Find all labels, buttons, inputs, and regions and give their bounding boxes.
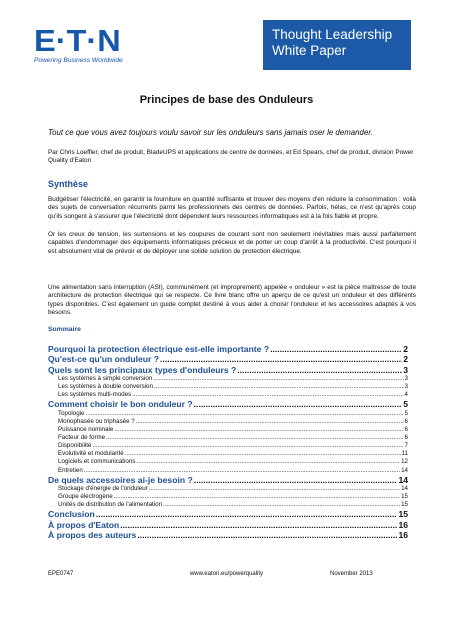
document-type-badge [263,20,411,70]
toc-entry-page: 16 [398,519,408,530]
toc-entry-page: 14 [398,474,408,485]
logo-wordmark: E·T·N [34,23,121,58]
toc-subsection-entry[interactable] [48,391,408,399]
toc-entry-label: Qu'est-ce qu'un onduleur ? [48,354,160,365]
toc-entry-label: Quels sont les principaux types d'onduleurs ? [48,364,237,375]
toc-subsection-entry[interactable] [48,418,408,426]
toc-leader-dots [136,418,404,426]
toc-entry-page: 16 [398,530,408,541]
toc-entry-label: Unités de distribution de l'alimentation [58,501,163,509]
toc-entry-page: 6 [404,434,408,442]
toc-entry-page: 3 [403,364,408,375]
toc-entry-page: 6 [404,426,408,434]
toc-entry-page: 3 [404,375,408,383]
toc-subsection-entry[interactable] [48,383,408,391]
toc-section-entry[interactable] [48,399,408,409]
toc-entry-label: De quels accessoires ai-je besoin ? [48,474,193,485]
toc-entry-page: 7 [404,442,408,450]
footer-url[interactable]: www.eaton.eu/powerquality [189,571,264,577]
toc-leader-dots [136,458,400,466]
toc-subsection-entry[interactable] [48,485,408,493]
toc-subsection-entry[interactable] [48,410,408,418]
toc-subsection-entry[interactable] [48,442,408,450]
authors-text: Par Chris Loeffler, chef de produit, BladeUPS et applications de centre de données, et Ed Spears, chef de produit, division Power Quality d'Eaton [48,149,414,165]
toc-entry-label: Topologie [58,409,85,417]
toc-entry-page: 6 [404,417,408,425]
toc-entry-page: 11 [401,450,408,458]
toc-entry-label: À propos des auteurs [48,530,137,541]
toc-leader-dots [149,485,400,493]
toc-entry-label: Groupe électrogène [58,493,113,501]
toc-leader-dots [163,501,400,509]
synthese-heading: Synthèse [48,179,89,189]
badge-line-2: White Paper [272,43,347,58]
toc-leader-dots [154,383,404,391]
toc-subsection-entry[interactable] [48,450,408,458]
footer-date: November 2013 [330,571,373,577]
toc-entry-label: Logiciels et communications [58,458,136,466]
toc-entry-page: 5 [403,399,408,410]
toc-leader-dots [153,375,403,383]
toc-section-entry[interactable] [48,365,408,375]
toc-leader-dots [160,354,402,364]
toc-entry-page: 2 [403,354,408,365]
toc-leader-dots [114,493,400,501]
toc-entry-page: 3 [404,383,408,391]
toc-subsection-entry[interactable] [48,426,408,434]
synthese-paragraph-1: Budgétiser l'électricité, en garantir la fourniture en quantité suffisante et trouver des moyens d'en réduire la consommation : voilà des sujets de conversation récurrents parmi les professionnels des centres de données. Parfois, hélas, ce n'est qu'après coup qu'ils songent à s'assurer que l'électricité dont dépendent leurs ressources informatiques est à la fois fiable et propre. [48,196,416,220]
toc-leader-dots [86,410,404,418]
toc-leader-dots [194,399,403,409]
toc-entry-page: 15 [401,501,408,509]
toc-entry-label: Les systèmes à simple conversion [58,375,153,383]
toc-entry-page: 14 [401,484,408,492]
toc-subsection-entry[interactable] [48,375,408,383]
toc-leader-dots [132,391,403,399]
synthese-paragraph-3: Une alimentation sans interruption (ASI), communément (et improprement) appelée « onduleur » est la pièce maîtresse de toute architecture de protection électrique qui se respecte. Ce livre blanc offre un aperçu de ce qu'est un onduleur et des différents types disponibles. C'est également un guide complet destiné à vous aider à choisir l'onduleur et les accessoires adaptés à vos besoins. [48,284,416,316]
toc-entry-label: Les systèmes à double conversion [58,383,153,391]
toc-entry-page: 4 [404,391,408,399]
toc-entry-page: 2 [403,344,408,354]
sommaire-heading: Sommaire [48,326,81,333]
toc-subsection-entry[interactable] [48,458,408,466]
toc-entry-label: Évolutivité et modularité [58,450,124,458]
badge-line-1: Thought Leadership [272,27,393,42]
toc-leader-dots [137,530,397,540]
toc-section-entry[interactable] [48,354,408,364]
toc-entry-page: 14 [401,466,408,474]
toc-leader-dots [106,434,403,442]
toc-section-entry[interactable] [48,475,408,485]
toc-leader-dots [125,450,401,458]
toc-entry-label: Conclusion [48,509,95,520]
toc-entry-label: Les systèmes multi-modes [58,391,132,399]
toc-entry-label: À propos d'Eaton [48,519,120,530]
toc-leader-dots [194,475,398,485]
toc-entry-label: Comment choisir le bon onduleur ? [48,399,193,410]
toc-subsection-entry[interactable] [48,434,408,442]
toc-section-entry[interactable] [48,530,408,540]
toc-entry-label: Entretien [58,466,83,474]
toc-entry-page: 15 [398,509,408,520]
table-of-contents [48,344,408,540]
toc-leader-dots [270,344,402,354]
toc-subsection-entry[interactable] [48,501,408,509]
toc-leader-dots [114,426,403,434]
toc-section-entry[interactable] [48,509,408,519]
toc-section-entry[interactable] [48,520,408,530]
toc-entry-label: Pourquoi la protection électrique est-elle importante ? [48,344,270,354]
footer-document-code: EPE0747 [48,571,74,577]
toc-section-entry[interactable] [48,344,408,354]
toc-entry-label: Monophasée ou triphasée ? [58,417,135,425]
toc-leader-dots [237,365,402,375]
toc-entry-page: 15 [401,493,408,501]
toc-leader-dots [92,442,403,450]
toc-entry-label: Facteur de forme [58,434,106,442]
eaton-logo [34,23,144,64]
toc-entry-page: 5 [404,409,408,417]
toc-entry-label: Stockage d'énergie de l'onduleur [58,484,148,492]
toc-subsection-entry[interactable] [48,493,408,501]
toc-subsection-entry[interactable] [48,467,408,475]
toc-leader-dots [84,467,400,475]
toc-leader-dots [120,520,397,530]
logo-tagline: Powering Business Worldwide [34,57,123,64]
intro-text: Tout ce que vous avez toujours voulu savoir sur les onduleurs sans jamais oser le demander. [48,128,373,137]
synthese-paragraph-2: Or les creux de tension, les surtensions et les coupures de courant sont non seulement inévitables mais aussi parfaitement capables d'endommager des équipements informatiques précieux et de porter un coup d'arrêt à la productivité. C'est pourquoi il est absolument vital de prévoir et de déployer une solide solution de protection électrique. [48,231,416,255]
toc-entry-label: Disponibilité [58,442,92,450]
toc-leader-dots [96,509,398,519]
toc-entry-label: Puissance nominale [58,426,114,434]
document-title: Principes de base des Onduleurs [139,94,314,106]
toc-entry-page: 12 [401,458,408,466]
